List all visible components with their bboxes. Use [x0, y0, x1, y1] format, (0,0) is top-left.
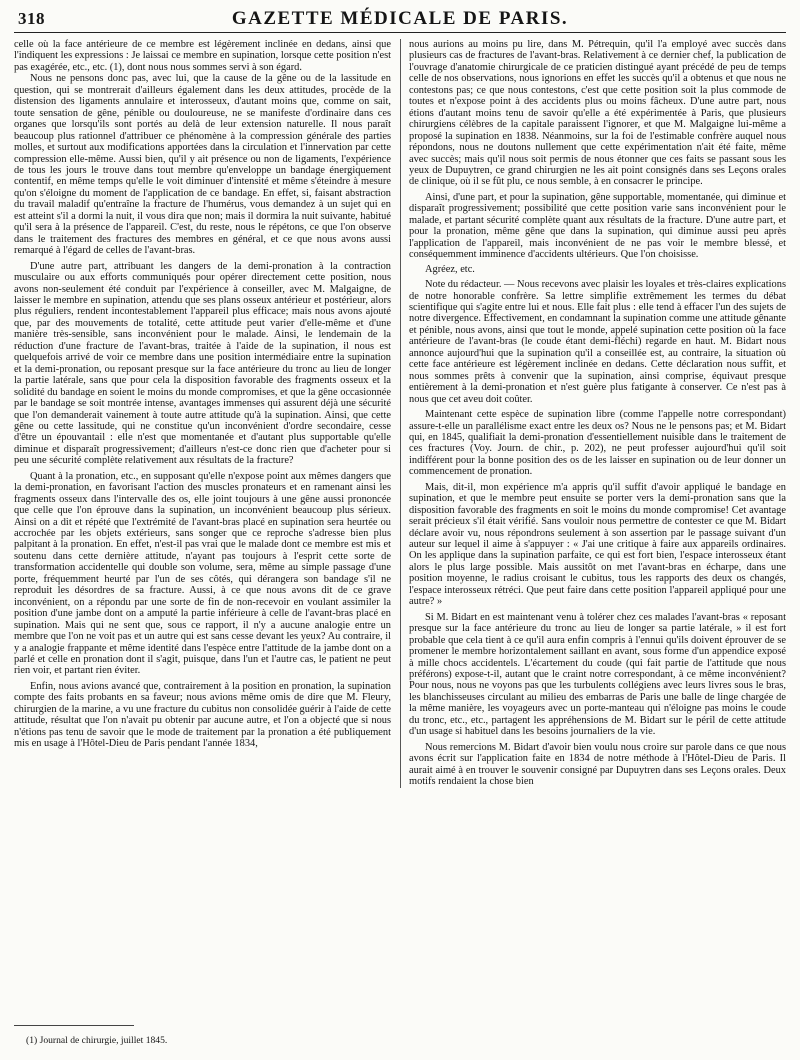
column-divider [400, 39, 401, 788]
paragraph: Ainsi, d'une part, et pour la supination, gêne supportable, momentanée, qui diminue et disparaît progressivement; possibilité que cette position varie sans inconvénient pour le malade, et partant sécurité complète quant aux résultats de la fracture. D'une autre part, et pour la pronation, même gêne que dans la supination, qui diminue aussi peu après l'application de l'appareil, mais inconvénient de ne pas voir le membre blessé, et conséquemment imminence d'accidents ultérieurs. Que l'on choisisse. [409, 191, 786, 261]
footnote-rule [14, 1025, 134, 1026]
paragraph: D'une autre part, attribuant les dangers de la demi-pronation à la contraction musculaire ou aux efforts communiqués pour opérer directement cette position, nous avons non-seulement été conduit par l'expérience à conseiller, avec M. Malgaigne, de laisser le membre en supination, attendu que ses plans osseux antérieur et postérieur, alors plus réguliers, rendent incontestablement l'appareil plus efficace; mais nous avons ajouté que, par des mouvements de totalité, cette attitude peut varier d'elle-même et d'une manière très-sensible, sans inconvénient pour le malade. Ainsi, le lendemain de la réduction d'une fracture de l'avant-bras, traitée à l'aide de la supination, il nous est quelquefois arrivé de voir ce membre dans une position intermédiaire entre la supination et la demi-pronation, ou reposant presque sur la face antérieure du tronc au lieu de longer la partie latérale, sans que pour cela la disposition favorable des fragments osseux et la solidité du bandage en soient le moins du monde compromises, et que la gêne occasionnée par le bandage se soit montrée intense, avantages immenses qui assurent déjà une sécurité que l'on demanderait vainement à toute autre attitude qu'à la supination. Ainsi, que cette gêne ou cette lassitude, qui ne constitue qu'un inconvénient d'ordre secondaire, cesse d'être un épouvantail : elle n'est que momentanée et d'autant plus supportable qu'elle diminue et disparaît progressivement; d'ailleurs n'est-ce donc rien que d'acheter pour si peu une sécurité complète relativement aux résultats de la fracture? [14, 260, 391, 467]
paragraph: Quant à la pronation, etc., en supposant qu'elle n'expose point aux mêmes dangers que la demi-pronation, en favorisant l'action des muscles pronateurs et en ramenant ainsi les fragments osseux dans l'intervalle des os, elle joint toujours à une gêne aussi prononcée que celle que l'on éprouve dans la supination, un inconvénient beaucoup plus sérieux. Ainsi on a dit et répété que l'extrémité de l'avant-bras placé en supination sera heurtée ou accrochée par les objets extérieurs, sans songer que ce reproche s'adresse bien plus palpitant à la pronation. En effet, n'est-il pas vrai que le malade dont ce membre est mis et soutenu dans cette dernière attitude, n'ayant pas toujours à l'esprit cette sorte de transformation accidentelle qui double son volume, sera, même au simple passage d'une porte, fréquemment heurté par l'un de ses côtés, qui dérangera son bandage s'il ne reproduit les désordres de sa fracture. Aussi, à ce que nous avons dit de ce grave inconvénient, on a répondu par une sorte de fin de non-recevoir en voulant assimiler la position d'une jambe dont on a amputé la partie inférieure à celle de l'avant-bras placé en supination. Mais qui ne sent que, sous ce rapport, il n'y a aucune analogie entre un membre que l'on ne voit pas et un autre qui est sans cesse devant les yeux? Au contraire, il y a analogie frappante et même identité dans l'espèce entre l'attitude de la jambe dont on a parlé et celle en pronation dont il s'agit, puisque, dans l'un et l'autre cas, le patient ne peut rien voir, et partant rien éviter. [14, 470, 391, 677]
paragraph: Si M. Bidart en est maintenant venu à tolérer chez ces malades l'avant-bras « reposant presque sur la face antérieure du tronc au lieu de longer sa partie latérale, » il est fort probable que cela tient à ce qu'il aura enfin compris à l'ennui qu'ils doivent éprouver de se promener le membre horizontalement saillant en avant, sous forme d'un appendice exposé à mille chocs accidentels. L'écartement du coude (qui fait partie de l'attitude que nous préférons) expose-t-il, autant que le craint notre correspondant, à ce même inconvénient? Pour nous, nous ne voyons pas que les turbulents collégiens avec leurs livres sous le bras, les blanchisseuses circulant au milieu des embarras de Paris une balle de linge chargée de la même manière, les voyageurs avec un porte-manteau qui n'éloigne pas moins le coude du tronc, etc., etc., partagent les appréhensions de M. Bidart sur le péril de cette attitude d'un usage si habituel dans les besoins journaliers de la vie. [409, 611, 786, 738]
page-number: 318 [18, 9, 45, 28]
paragraph: celle où la face antérieure de ce membre est légèrement inclinée en dedans, ainsi que l'indiquent les expressions : Je laissai ce membre en supination, lorsque cette position n'est pas exagérée, etc., etc. (1), dont nous nous sommes servi à son égard. [14, 39, 391, 73]
paragraph: Nous ne pensons donc pas, avec lui, que la cause de la gêne ou de la lassitude en question, qui se montrerait d'ailleurs également dans les deux attitudes, procède de la distension des ligaments annulaire et interosseux, d'autant moins que, comme on sait, toute sensation de gêne, pénible ou douloureuse, ne se manifeste d'ordinaire dans ces organes que lorsqu'ils sont portés au delà de leur extension naturelle. Il nous paraît beaucoup plus rationnel d'attribuer ce phénomène à la compression générale des parties molles, et surtout aux modifications apportées dans la circulation et l'innervation par cette compression elle-même. Aussi bien, qu'il y ait présence ou non de ligaments, l'expérience de tous les jours le trouve dans tout membre qu'enveloppe un bandage énergiquement contentif, en même temps qu'elle le voit diminuer d'intensité et même s'éteindre à mesure qu'on s'éloigne du moment de l'application de ce bandage. En effet, si, faisant abstraction du travail maladif qu'entraîne la fracture de l'humérus, vous demandez à un sujet qui en est atteint s'il a dormi la nuit, il vous dira que non; mais il dormira la nuit suivante, habitué qu'il sera à la présence de l'appareil. C'est, du reste, nous le répétons, ce que l'on observe dans le traitement des fractures des membres en général, et ce que nous avons aussi remarqué à l'égard de celles de l'avant-bras. [14, 73, 391, 257]
paragraph: Nous remercions M. Bidart d'avoir bien voulu nous croire sur parole dans ce que nous avons écrit sur l'application faite en 1834 de notre méthode à l'Hôtel-Dieu de Paris. Il aurait aimé à en trouver le souvenir consigné par Dupuytren dans ses Leçons orales. Deux motifs rendaient la chose bien [409, 741, 786, 788]
two-column-body [14, 39, 786, 788]
footnote: (1) Journal de chirurgie, juillet 1845. [26, 1035, 168, 1046]
page-header [14, 6, 786, 33]
paragraph: Enfin, nous avions avancé que, contrairement à la position en pronation, la supination compte des faits probants en sa faveur; nous avions même omis de dire que M. Fleury, chirurgien de la marine, a vu une fracture du cubitus non consolidée guérir à l'aide de cette attitude, résultat que l'on n'avait pu obtenir par aucune autre, et l'on a objecté que si nous n'étions pas tenu de savoir que le mode de traitement par la pronation a été publiquement mis en usage à l'Hôtel-Dieu de Paris pendant l'année 1834, [14, 680, 391, 750]
paragraph: Maintenant cette espèce de supination libre (comme l'appelle notre correspondant) assure-t-elle un parallélisme exact entre les deux os? Nous ne le pensons pas; et M. Bidart qui, en 1845, qualifiait la demi-pronation d'essentiellement nuisible dans le traitement de ces fractures (Voy. Journ. de chir., p. 202), ne peut professer aujourd'hui qu'il soit indifférent pour la bonne position des os de les laisser en supination ou de leur donner un commencement de pronation. [409, 409, 786, 478]
left-column [14, 39, 391, 788]
journal-title: GAZETTE MÉDICALE DE PARIS. [231, 8, 569, 29]
paragraph: nous aurions au moins pu lire, dans M. Pétrequin, qu'il l'a employé avec succès dans plusieurs cas de fractures de l'avant-bras. Relativement à ce dernier chef, la publication de l'ouvrage d'anatomie chirurgicale de ce praticien distingué ayant précédé de peu de temps celle de nos observations, nous ignorions en effet les succès qu'il a obtenus et que nous ne contestons pas; ce que nous contestons, c'est que cette position soit la plus commode de toutes et n'expose point à des accidents plus ou moins fâcheux. D'une autre part, nous étions d'autant moins tenu de savoir qu'elle a été expérimentée à Paris, que plusieurs chirurgiens célèbres de la capitale paraissent l'ignorer, et que M. Malgaigne lui-même a proposé la supination en 1838. Néanmoins, sur la foi de l'estimable confrère auquel nous répondons, nous ne doutons nullement que cette expérimentation n'ait été faite, même avec succès; mais qu'il nous soit permis de nous étonner que ces faits se passant sous les yeux de Dupuytren, ce grand chirurgien ne les ait point consignés dans ses Leçons orales de clinique, où il se fût plu, ce nous semble, à en consacrer le principe. [409, 39, 786, 188]
editor-note: Note du rédacteur. — Nous recevons avec plaisir les loyales et très-claires explications de notre honorable confrère. Sa lettre simplifie extrêmement les termes du débat scientifique qui s'agite entre lui et nous. Elle fait plus : elle tend à effacer l'un des sujets de notre divergence. Effectivement, en condamnant la supination comme une attitude gênante et pénible, nous avons, ainsi que tout le monde, appelé supination cette position où la face antérieure de l'avant-bras (le coude étant demi-fléchi) regarde en haut. M. Bidart nous annonce aujourd'hui que la supination qu'il a conseillée est, au contraire, la situation où cette face antérieure est légèrement inclinée en dedans. Cette déclaration nous suffit, et nous sommes prêts à convenir que la supination, ainsi comprise, équivaut presque entièrement à la demi-pronation et n'est guère plus fatigante à conserver. Ce n'est pas à nous que cet aveu doit coûter. [409, 279, 787, 405]
right-column [409, 39, 786, 788]
closing-salutation: Agréez, etc. [425, 263, 475, 275]
paragraph: Mais, dit-il, mon expérience m'a appris qu'il suffit d'avoir appliqué le bandage en supination, et que le membre peut ensuite se porter vers la demi-pronation sans que la disposition favorable des fragments en soit le moins du monde compromise! Cet avantage serait précieux s'il était vérifié. Sans vouloir nous permettre de contester ce que M. Bidart déclare avoir vu, nous répondrons seulement à son assertion par le passage suivant d'un auteur sur lequel il aime à s'appuyer : « J'ai une critique à faire aux appareils ordinaires. On les applique dans la supination parfaite, ce qui est fort bien, l'espace interosseux étant alors le plus large possible. Mais aussitôt on met l'avant-bras en écharpe, dans une position moyenne, le radius croisant le cubitus, tous les rapports des deux os changés, l'espace interosseux rétréci. Que peut faire dans cette position l'appareil appliqué pour une autre? » [409, 481, 786, 608]
